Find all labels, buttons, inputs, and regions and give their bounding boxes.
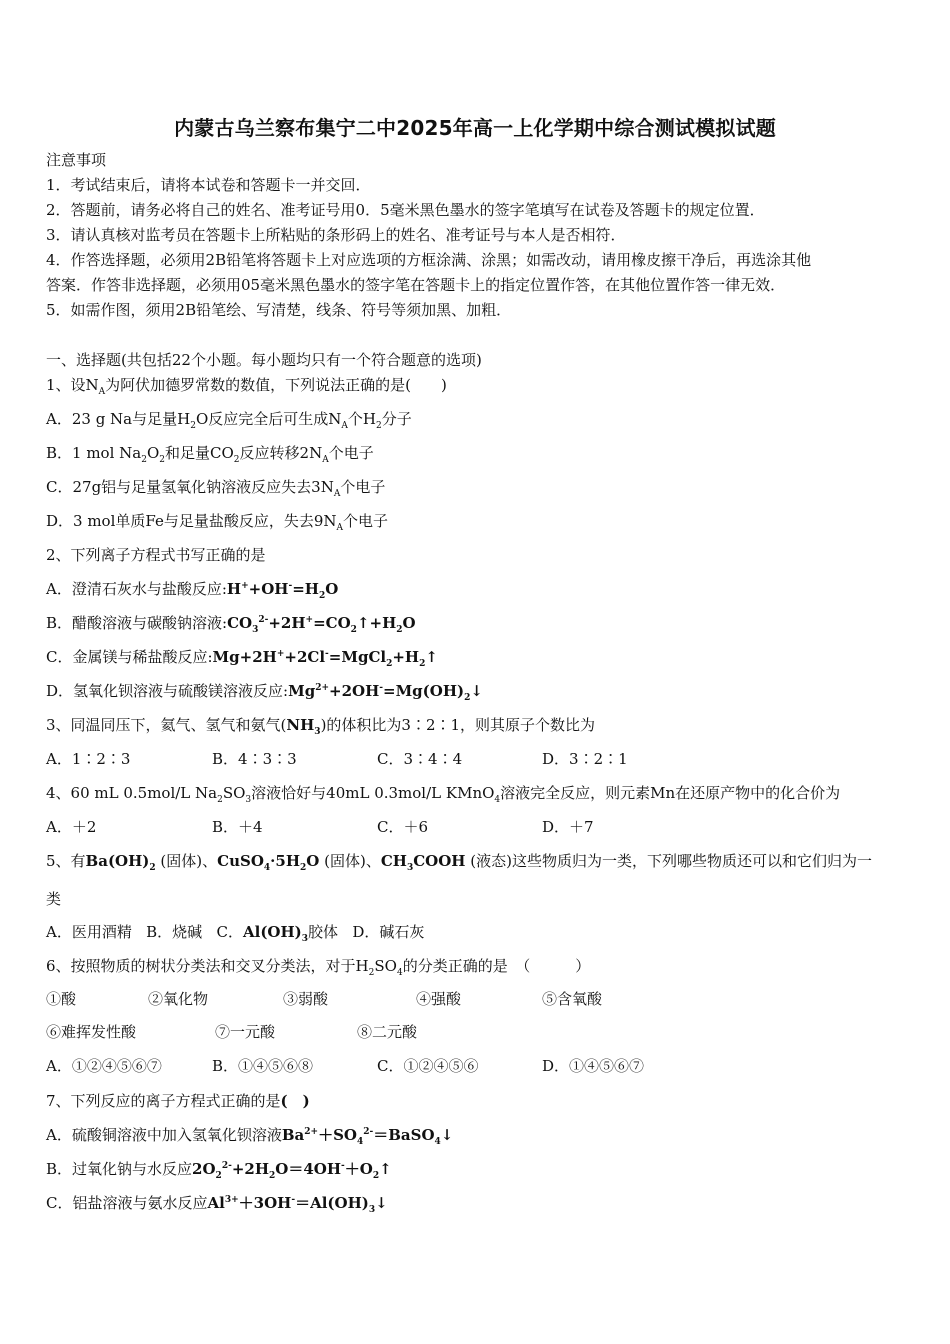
page-title: 内蒙古乌兰察布集宁二中2025年高一上化学期中综合测试模拟试题 [174,116,776,140]
question-7-option-c: C．铝盐溶液与氨水反应$Al^{3+}+3OH^-=Al(OH)_3↓$ [46,1194,388,1215]
notice-item: 1．考试结束后，请将本试卷和答题卡一并交回． [46,176,371,194]
question-6-choice: ③弱酸 [283,990,329,1008]
question-4-option: D．＋7 [542,818,594,836]
question-2-option-c: C．金属镁与稀盐酸反应$:Mg+2H^++2Cl^-=MgCl_2+H_2↑$ [46,648,438,669]
notice-item: 2．答题前，请务必将自己的姓名、准考证号用0．5毫米黑色墨水的签字笔填写在试卷及答题卡的规定位置． [46,201,765,219]
question-5-stem: 5、有$Ba(OH)_2$ (固体)、$CuSO_4\cdot 5H_2O$ (固体)、$CH_3COOH$ (液态)这些物质归为一类，下列哪些物质还可以和它们归为一 [46,852,872,873]
notice-heading: 注意事项 [46,151,107,169]
question-4-option: A．＋2 [46,818,97,836]
question-7-stem: 7、下列反应的离子方程式正确的是( ) [46,1092,310,1110]
question-2-stem: 2、下列离子方程式书写正确的是 [46,546,266,564]
question-1-stem: 1、设$N_A$为阿伏加德罗常数的数值，下列说法正确的是( ) [46,376,447,397]
question-7-option-a: A．硫酸铜溶液中加入氢氧化钡溶液$Ba^{2+}+SO_4^{2-}=BaSO_4↓$ [46,1126,454,1147]
question-6-choice: ⑧二元酸 [357,1023,418,1041]
question-6-choice: ⑤含氧酸 [542,990,603,1008]
question-3-option: C．3∶4∶4 [377,750,463,768]
question-6-option: A．①②④⑤⑥⑦ [46,1057,162,1075]
notice-item: 4．作答选择题，必须用2B铅笔将答题卡上对应选项的方框涂满、涂黑；如需改动，请用橡皮擦干净后，再选涂其他 [46,251,812,269]
question-6-option: B．①④⑤⑥⑧ [212,1057,314,1075]
question-6-choice: ④强酸 [416,990,462,1008]
question-2-option-b: B．醋酸溶液与碳酸钠溶液$:CO_3^{2-}+2H^+=CO_2↑+H_2O$ [46,614,416,635]
question-5-options: A．医用酒精 B．烧碱 C．$Al(OH)_3$胶体 D．碱石灰 [46,923,425,944]
question-6-choice: ⑥难挥发性酸 [46,1023,137,1041]
question-3-option: B．4∶3∶3 [212,750,297,768]
question-4-option: B．＋4 [212,818,263,836]
question-6-option: D．①④⑤⑥⑦ [542,1057,645,1075]
question-2-option-d: D．氢氧化钡溶液与硫酸镁溶液反应$:Mg^{2+}+2OH^-=Mg(OH)_2↓$ [46,682,483,703]
question-3-option: A．1∶2∶3 [46,750,131,768]
question-6-choice: ②氧化物 [148,990,209,1008]
section-heading: 一、选择题(共包括22个小题。每小题均只有一个符合题意的选项) [46,351,482,369]
question-4-stem: 4、60 mL 0.5mol/L $Na_2SO_3$溶液恰好与40mL 0.3mol/L KMnO$_4$溶液完全反应，则元素Mn在还原产物中的化合价为 [46,784,841,805]
question-1-option-c: C．27g铝与足量氢氧化钠溶液反应失去$3N_A$个电子 [46,478,386,499]
question-1-option-a: A．23 g Na与足量$H_2O$反应完全后可生成$N_A$个$H_2$分子 [46,410,412,431]
question-3-option: D．3∶2∶1 [542,750,628,768]
question-1-option-b: B．1 mol $Na_2O_2$和足量$CO_2$反应转移$2N_A$个电子 [46,444,374,465]
question-3-stem: 3、同温同压下，氦气、氢气和氨气$(NH_3)$的体积比为3∶2∶1，则其原子个数比为 [46,716,596,737]
question-7-option-b: B．过氧化钠与水反应$2O_2^{2-}+2H_2O=4OH^-+O_2↑$ [46,1160,392,1181]
question-5-stem-continued: 类 [46,890,62,908]
question-6-option: C．①②④⑤⑥ [377,1057,479,1075]
question-2-option-a: A．澄清石灰水与盐酸反应$:H^++OH^-=H_2O$ [46,580,339,601]
notice-item: 答案．作答非选择题，必须用05毫米黑色墨水的签字笔在答题卡上的指定位置作答，在其他位置作答一律无效． [46,276,786,294]
question-1-option-d: D．3 mol单质Fe与足量盐酸反应，失去$9N_A$个电子 [46,512,389,533]
question-6-choice: ⑦一元酸 [215,1023,276,1041]
question-6-stem: 6、按照物质的树状分类法和交叉分类法，对于$H_2SO_4$的分类正确的是 （ ） [46,957,591,978]
notice-item: 3．请认真核对监考员在答题卡上所粘贴的条形码上的姓名、准考证号与本人是否相符． [46,226,626,244]
notice-item: 5．如需作图，须用2B铅笔绘、写清楚，线条、符号等须加黑、加粗． [46,301,512,319]
question-4-option: C．＋6 [377,818,429,836]
question-6-choice: ①酸 [46,990,77,1008]
